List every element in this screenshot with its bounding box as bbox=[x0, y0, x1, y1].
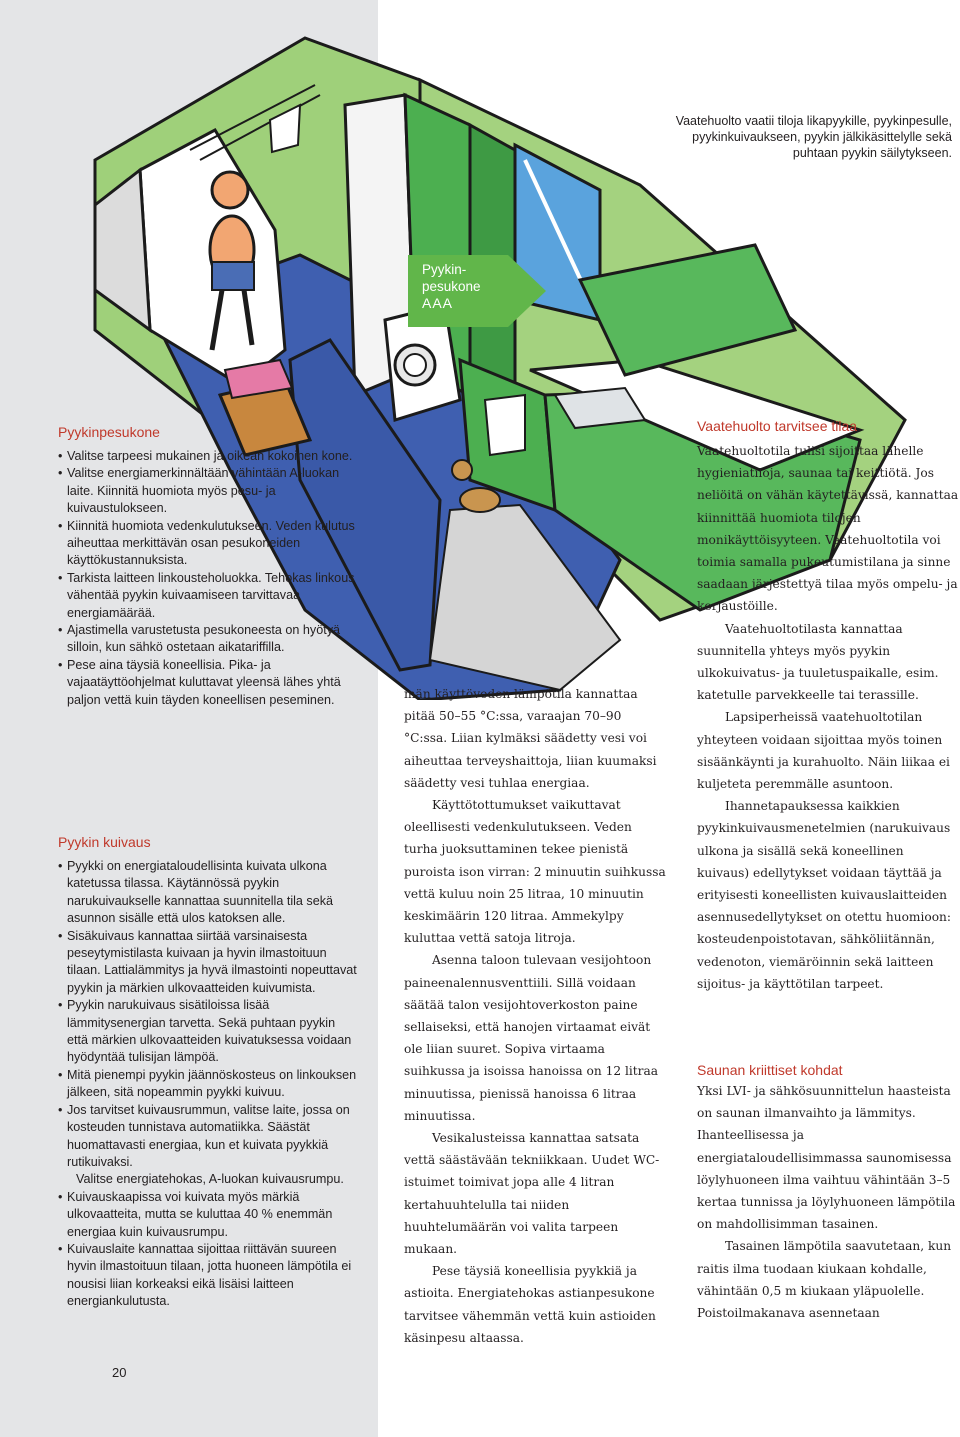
callout-label-line-1: Pyykin- bbox=[422, 262, 467, 277]
paragraph: män käyttöveden lämpötila kannattaa pitää 50–55 °C:ssa, varaajan 70–90 °C:ssa. Liian kylmäksi säädetty vesi voi aiheuttaa terveyshaittoja, liian kuumaksi säädetty vesi tuhlaa energiaa. bbox=[404, 687, 657, 790]
list-item: • Jos tarvitset kuivausrummun, valitse laite, jossa on kosteuden tunnistava automatiikka. Säästät huomattavasti energiaa, kun et kuivata pyykkiä rutikuivaksi. Valitse energiatehokas, A-luokan kuivausrumpu. bbox=[58, 1102, 358, 1189]
sauna-heading: Saunan kriittiset kohdat bbox=[697, 1062, 843, 1078]
list-item: • Valitse energiamerkinnältään vähintään A-luokan laite. Kiinnitä huomiota myös pesu- ja kuivaustulokseen. bbox=[58, 466, 340, 516]
illustration-caption: Vaatehuolto vaatii tiloja likapyykille, pyykinpesulle, pyykinkuivaukseen, pyykin jälkikäsittelylle sekä puhtaan pyykin säilytykseen. bbox=[675, 114, 952, 160]
list-item: • Sisäkuivaus kannattaa siirtää varsinaisesta peseytymistilasta kuivaan ja hyvin ilmastoituun tilaan. Lattialämmitys ja hyvä ilmastointi nopeuttavat pyykin ja märkien ulkovaatteiden kuivumista. bbox=[58, 928, 357, 995]
list-item: • Kuivauskaapissa voi kuivata myös märkiä ulkovaatteita, mutta se kuluttaa 40 % enemmän energiaa kuin kuivausrumpu. bbox=[58, 1189, 333, 1239]
list-item: • Mitä pienempi pyykin jäännöskosteus on linkouksen jälkeen, sitä nopeammin pyykki kuivuu. bbox=[58, 1067, 357, 1100]
list-item: • Ajastimella varustetusta pesukoneesta on hyötyä silloin, kun sähkö ostetaan aikatariffilla. bbox=[58, 623, 341, 655]
right-column-section-2 bbox=[697, 1080, 959, 1324]
paragraph: Vaatehuoltotila tulisi sijoittaa lähelle hygieniatiloja, saunaa tai keittiötä. Jos neliöitä on vähän käytettävissä, kannattaa kiinnittää huomiota tilojen monikäyttöisyyteen. Vaatehuoltotila voi toimia samalla pukeutumistilana ja sinne saadaan järjestettyä tilaa myös ompelu- ja korjaustöille. bbox=[697, 444, 959, 614]
paragraph: Ihannetapauksessa kaikkien pyykinkuivausmenetelmien (narukuivaus ulkona ja sisällä sekä koneellinen kuivaus) edellytykset voidaan täyttää ja erityisesti koneellisten kuivauslaitteiden asennusedellytykset on otettu huomioon: kosteudenpoistotavan, sähköliitännän, vedenoton, viemäröinnin sekä laitteen sijoitus- ja käyttötilan tarpeet. bbox=[697, 799, 951, 991]
energy-rating: AAA bbox=[422, 295, 454, 311]
paragraph: Asenna taloon tulevaan vesijohtoon paineenalennusventtiili. Sillä voidaan säätää talon vesijohtoverkoston paine sellaiseksi, että hanojen virtaamat eivät ole liian suuret. Sopiva virtaama suihkussa ja isoissa hanoissa on 12 litraa minuutissa, pienissä hanoissa 6 litraa minuutissa. bbox=[404, 953, 659, 1123]
list-item: • Valitse tarpeesi mukainen ja oikean kokoinen kone. bbox=[58, 449, 353, 463]
drying-list bbox=[58, 858, 358, 1311]
list-item-extra: Valitse energiatehokas, A-luokan kuivausrumpu. bbox=[76, 1172, 344, 1187]
paragraph: Lapsiperheissä vaatehuoltotilan yhteyteen voidaan sijoittaa myös toinen sisäänkäynti ja kurahuolto. Näin liikaa ei kuljeteta peremmälle asuntoon. bbox=[697, 710, 950, 792]
right-column-section-1 bbox=[697, 440, 959, 995]
paragraph: Pese täysiä koneellisia pyykkiä ja astioita. Energiatehokas astianpesukone tarvitsee vähemmän vettä kuin astioiden käsinpesu altaassa. bbox=[404, 1264, 656, 1345]
list-item: • Kuivauslaite kannattaa sijoittaa riittävän suureen hyvin ilmastoituun tilaan, jotta huoneen lämpötila ei nousisi liian korkeaksi eikä lisäisi laitteen energiankulutusta. bbox=[58, 1241, 352, 1309]
laundry-space-heading: Vaatehuolto tarvitsee tilaa bbox=[697, 418, 858, 434]
callout-label-line-2: pesukone bbox=[422, 279, 481, 294]
list-item: • Pese aina täysiä koneellisia. Pika- ja vajaatäyttöohjelmat kuluttavat yleensä lähes yhtä paljon vettä kuin täyden koneellisen peseminen. bbox=[58, 657, 341, 707]
washing-heading: Pyykinpesukone bbox=[58, 424, 160, 440]
drying-heading: Pyykin kuivaus bbox=[58, 834, 151, 850]
washing-list bbox=[58, 448, 358, 709]
washer-callout bbox=[408, 255, 548, 327]
list-item: • Kiinnitä huomiota vedenkulutukseen. Veden kulutus aiheuttaa merkittävän osan pesukoneiden käyttökustannuksista. bbox=[58, 518, 355, 568]
list-item: • Pyykin narukuivaus sisätiloissa lisää lämmitysenergian tarvetta. Sekä puhtaan pyykin että märkien ulkovaatteiden kuivatuksessa voidaan hyödyntää tulisijan lämpöä. bbox=[58, 998, 352, 1065]
list-item: • Tarkista laitteen linkousteholuokka. Tehokas linkous vähentää pyykin kuivaamiseen tarvittavaa energiamäärää. bbox=[58, 570, 355, 620]
page-number: 20 bbox=[112, 1365, 127, 1380]
paragraph: Tasainen lämpötila saavutetaan, kun raitis ilma tuodaan kiukaan kohdalle, vähintään 0,5 m kiukaan yläpuolelle. Poistoilmakanava asennetaan bbox=[697, 1239, 952, 1321]
paragraph: Käyttötottumukset vaikuttavat oleellisesti vedenkulutukseen. Veden turha juoksuttaminen tekee pienistä puroista ison virran: 2 minuutin suihkussa vettä kuluu noin 25 litraa, 10 minuutin keskimäärin 120 litraa. Ammekylpy kuluttaa vettä satoja litroja. bbox=[404, 798, 666, 946]
paragraph: Yksi LVI- ja sähkösuunnittelun haasteista on saunan ilmanvaihto ja lämmitys. Ihanteellisessa ja energiataloudellisimmassa saunomisessa löylyhuoneen ilma vaihtuu vähintään 3–5 kertaa tunnissa ja löylyhuoneen lämpötila on mahdollisimman tasainen. bbox=[697, 1084, 956, 1232]
paragraph: Vesikalusteissa kannattaa satsata vettä säästävään tekniikkaan. Uudet WC-istuimet toimivat jopa alle 4 litran kertahuuhtelulla tai niiden huuhtelumäärän voi valita tarpeen mukaan. bbox=[404, 1131, 660, 1257]
list-item: • Pyykki on energiataloudellisinta kuivata ulkona katetussa tilassa. Käytännössä pyykin narukuivaukselle kannattaa suunnitella tila sekä asunnon sisälle että ulos katoksen alle. bbox=[58, 859, 334, 926]
paragraph: Vaatehuoltotilasta kannattaa suunnitella yhteys myös pyykin ulkokuivatus- ja tuuletuspaikalle, esim. katetulle parvekkeelle tai terassille. bbox=[697, 621, 939, 703]
middle-column bbox=[404, 683, 666, 1349]
